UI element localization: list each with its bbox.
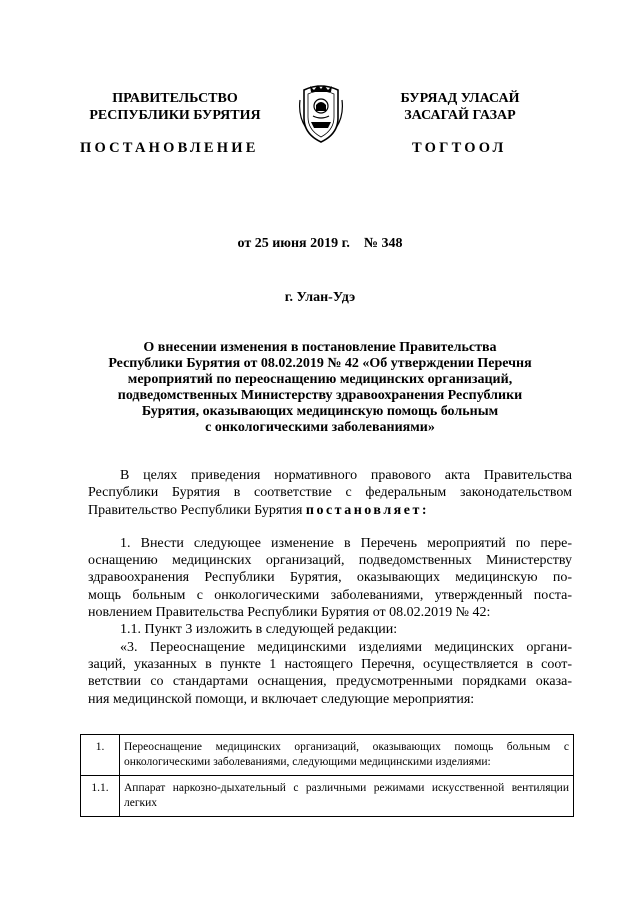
body-line: В целях приведения нормативного правового акта Правительства [120, 468, 572, 483]
body-line: здравоохранения Республики Бурятия, оказывающих медицинскую по- [88, 570, 572, 586]
body-line: ния медицинской помощи, и включает следующие мероприятия: [88, 691, 475, 707]
subject-line: мероприятий по переоснащению медицинских организаций, [127, 372, 513, 387]
header-right-line: ЗАСАГАЙ ГАЗАР [404, 108, 516, 123]
header-right-line: БУРЯАД УЛАСАЙ [400, 91, 520, 106]
body-line: оснащению медицинских организаций, подведомственных Министерству [88, 553, 572, 569]
body-line: ветствии со стандартами оснащения, предусмотренными порядками оказа- [88, 674, 572, 690]
resolves-word: постановляет: [305, 502, 429, 518]
date-number-line: от 25 июня 2019 г. № 348 [237, 236, 403, 251]
body-line: заций, указанных в пункте 1 настоящего Перечня, осуществляется в соот- [88, 656, 572, 672]
document-subject [60, 340, 580, 436]
subject-line: Республики Бурятия от 08.02.2019 № 42 «Об утверждении Перечня [108, 356, 532, 371]
body-line [88, 502, 572, 519]
subject-line: подведомственных Министерству здравоохранения Республики [117, 388, 523, 403]
table-cell-text: Переоснащение медицинских организаций, оказывающих помощь больным с онкологическими заболеваниями, следующими медицинскими изделиями: [120, 735, 574, 776]
preamble-prefix: Правительство Республики Бурятия [88, 502, 306, 518]
table-cell-num: 1.1. [81, 776, 120, 817]
subject-line: Бурятия, оказывающих медицинскую помощь больным [141, 404, 499, 419]
subject-line: О внесении изменения в постановление Правительства [143, 340, 497, 355]
item-1 [88, 535, 572, 639]
quoted-point-3 [88, 639, 572, 708]
coat-of-arms-icon [296, 80, 346, 144]
body-line: 1. Внести следующее изменение в Перечень мероприятий по пере- [120, 535, 572, 551]
doc-type-ru: ПОСТАНОВЛЕНИЕ [80, 140, 259, 156]
header-left [70, 90, 280, 124]
table-cell-text: Аппарат наркозно-дыхательный с различными режимами искусственной вентиляции легких [120, 776, 574, 817]
subject-line: с онкологическими заболеваниями» [205, 420, 435, 435]
body-line: Республики Бурятия в соответствие с федеральным законодательством [88, 485, 572, 501]
doc-type-bua: ТОГТООЛ [412, 140, 507, 156]
body-line: мощь больным с онкологическими заболеваниями, утвержденный поста- [88, 587, 572, 603]
document-body [88, 467, 572, 708]
header-right [355, 90, 565, 124]
body-line: новлением Правительства Республики Бурятия от 08.02.2019 № 42: [88, 605, 491, 621]
header-left-line: ПРАВИТЕЛЬСТВО [112, 91, 238, 106]
header-left-line: РЕСПУБЛИКИ БУРЯТИЯ [89, 108, 261, 123]
item-1-1: 1.1. Пункт 3 изложить в следующей редакции: [120, 622, 398, 638]
preamble [88, 467, 572, 519]
measures-table [80, 734, 574, 817]
body-line: «3. Переоснащение медицинскими изделиями медицинских органи- [120, 639, 572, 655]
table-row [81, 776, 574, 817]
city: г. Улан-Удэ [284, 290, 356, 305]
table-cell-num: 1. [81, 735, 120, 776]
table-row [81, 735, 574, 776]
